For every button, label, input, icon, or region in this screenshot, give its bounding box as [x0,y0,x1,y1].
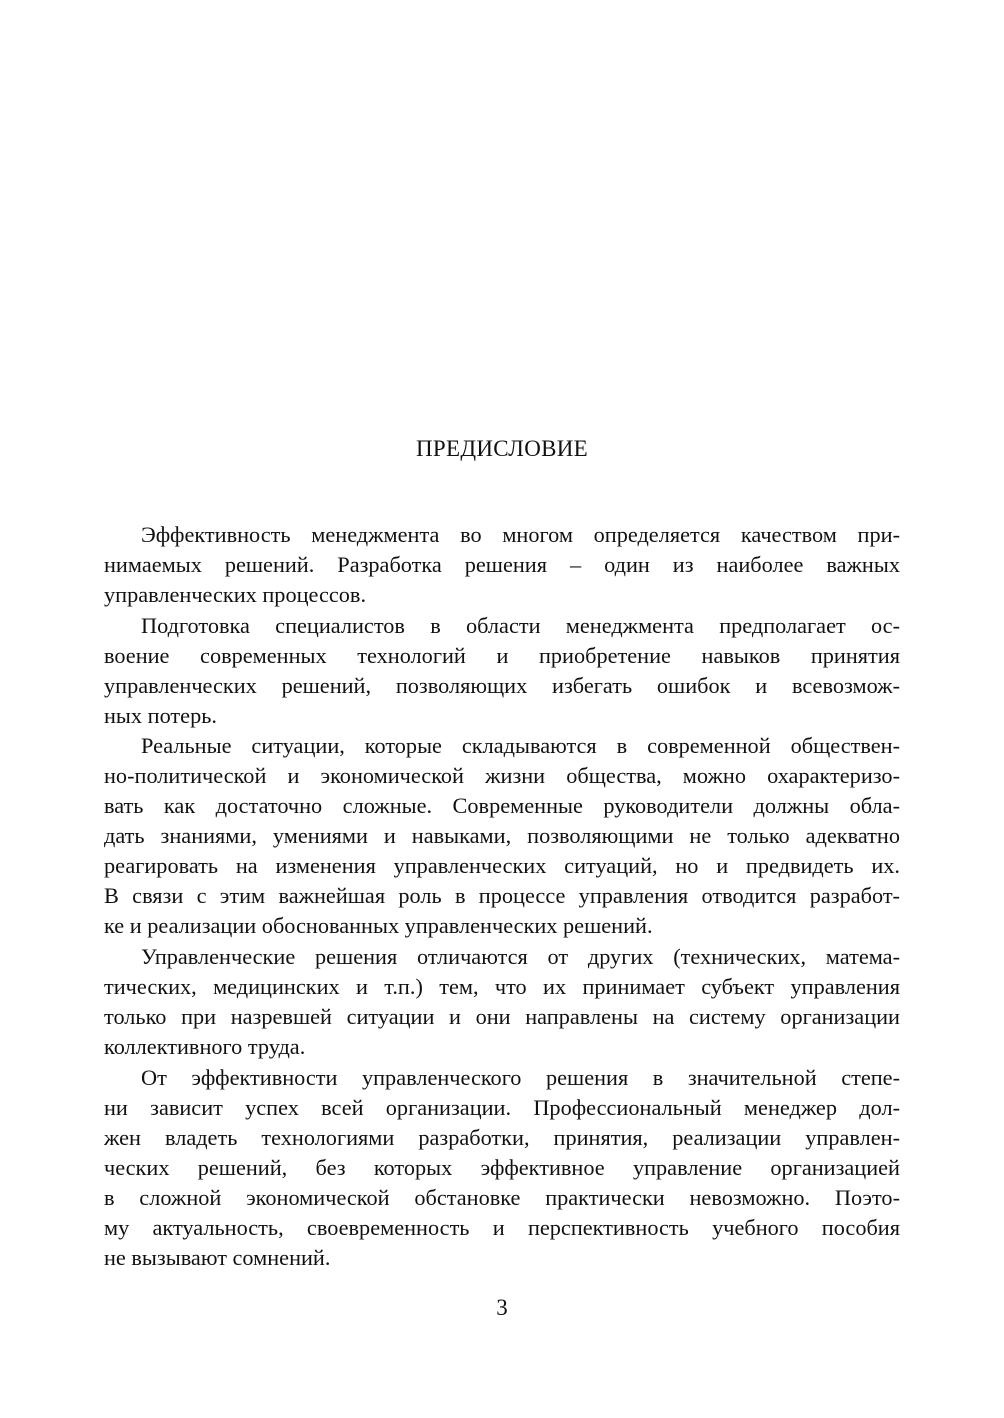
text-line: ных потерь. [104,702,217,728]
text-line: управленческих решений, позволяющих избегать ошибок и всевозмож- [104,672,900,698]
text-line: только при назревшей ситуации и они направлены на систему организации [104,1004,900,1030]
page-number: 3 [496,1295,508,1320]
text-line: ческих решений, без которых эффективное управление организацией [104,1154,900,1180]
text-line: ке и реализации обоснованных управленческих решений. [104,913,653,939]
text-line: Реальные ситуации, которые складываются в современной обществен- [141,733,900,759]
text-line: вать как достаточно сложные. Современные руководители должны обла- [104,793,900,819]
text-line: В связи с этим важнейшая роль в процессе управления отводится разработ- [104,883,900,909]
paragraph-3 [104,731,900,941]
text-line: воение современных технологий и приобретение навыков принятия [104,642,900,668]
text-line: в сложной экономической обстановке практически невозможно. Поэто- [104,1184,900,1210]
paragraph-5 [104,1063,900,1273]
text-line: управленческих процессов. [104,582,367,607]
text-line: Управленческие решения отличаются от других (технических, матема- [141,944,900,970]
text-line: не вызывают сомнений. [104,1244,331,1270]
text-line: тических, медицинских и т.п.) тем, что их принимает субъект управления [104,974,900,1000]
text-line: жен владеть технологиями разработки, принятия, реализации управлен- [104,1124,900,1150]
text-line: Подготовка специалистов в области менеджмента предполагает ос- [141,612,900,638]
text-line: дать знаниями, умениями и навыками, позволяющими не только адекватно [104,823,900,849]
text-line: Эффективность менеджмента во многом определяется качеством при- [141,522,900,547]
paragraph-4 [104,942,900,1062]
text-line: От эффективности управленческого решения в значительной степе- [141,1064,900,1090]
text-line: нимаемых решений. Разработка решения – один из наиболее важных [104,552,900,577]
text-line: коллективного труда. [104,1034,306,1060]
paragraph-1 [104,520,900,610]
text-line: ни зависит успех всей организации. Профессиональный менеджер дол- [104,1094,900,1120]
text-line: реагировать на изменения управленческих ситуаций, но и предвидеть их. [104,853,900,879]
paragraph-2 [104,611,900,731]
text-line: му актуальность, своевременность и перспективность учебного пособия [104,1214,900,1240]
text-line: но-политической и экономической жизни общества, можно охарактеризо- [104,763,900,789]
page-title: ПРЕДИСЛОВИЕ [415,436,589,461]
body-text [104,520,900,1273]
